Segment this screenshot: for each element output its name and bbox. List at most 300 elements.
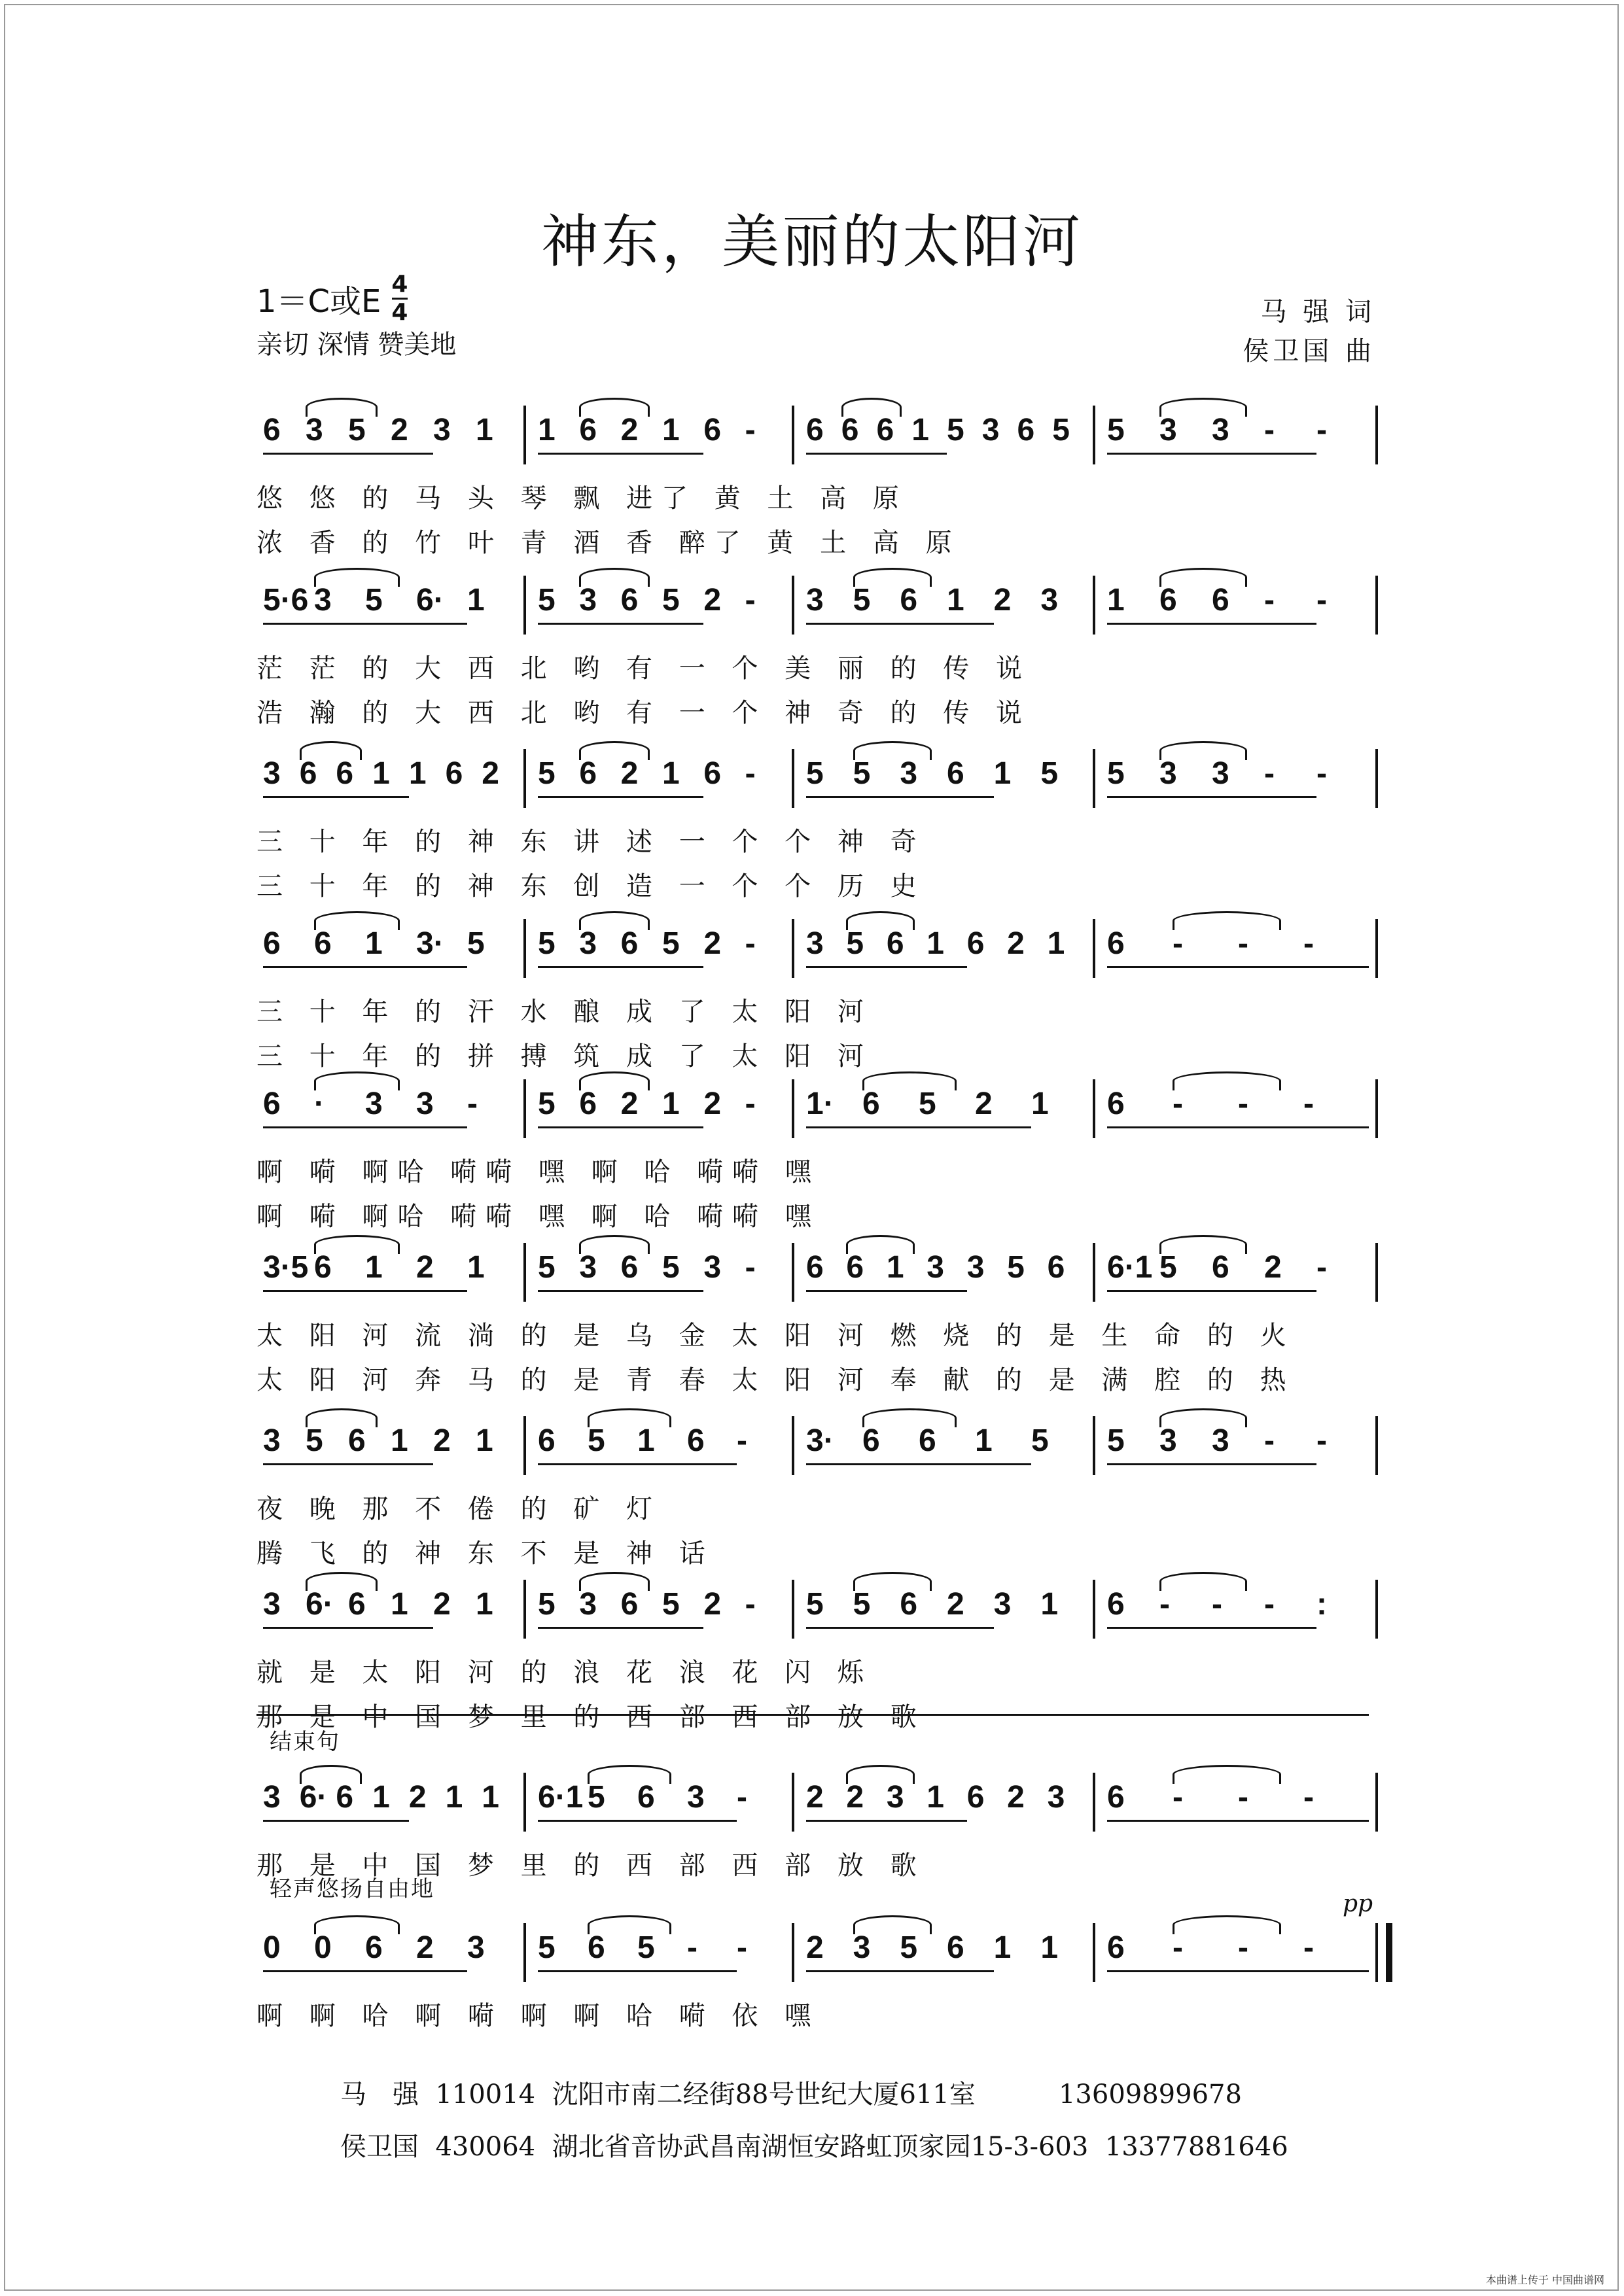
note: 6· xyxy=(299,1780,328,1815)
note: 2 xyxy=(703,1587,722,1622)
barline xyxy=(1375,749,1378,808)
note: 2 xyxy=(846,1780,864,1815)
note: 3 xyxy=(806,926,824,961)
note: 6 xyxy=(687,1423,705,1458)
slur xyxy=(853,1915,932,1934)
note: - xyxy=(1303,926,1314,961)
slur xyxy=(1159,1235,1247,1254)
beam-line xyxy=(806,1820,967,1822)
beam-line xyxy=(263,1970,467,1972)
note: 6 xyxy=(336,756,354,791)
barline xyxy=(792,1923,794,1982)
note: 5 xyxy=(538,1087,556,1121)
note: 6 xyxy=(620,926,639,961)
note: 5 xyxy=(1007,1250,1025,1285)
contact-zip: 430064 xyxy=(435,2132,536,2162)
note: 1 xyxy=(365,1250,383,1285)
note: 2 xyxy=(1007,1780,1025,1815)
note: 1 xyxy=(476,413,493,447)
barline xyxy=(1375,576,1378,635)
note: 3· xyxy=(806,1423,834,1458)
barline xyxy=(792,406,794,464)
note: 5 xyxy=(588,1423,605,1458)
note: 6 xyxy=(862,1087,880,1121)
beam-line xyxy=(263,1463,433,1465)
note: 5 xyxy=(806,1587,824,1622)
beam-line xyxy=(1107,453,1316,455)
note: 6 xyxy=(947,1930,964,1965)
note: 6 xyxy=(806,1250,824,1285)
note: 1 xyxy=(476,1587,493,1622)
note: 5 xyxy=(1040,756,1059,791)
note: 6 xyxy=(1212,583,1229,617)
note: 3 xyxy=(467,1930,485,1965)
note: 5 xyxy=(853,583,871,617)
note: - xyxy=(1238,1780,1248,1815)
note: 6 xyxy=(900,583,918,617)
note: 6 xyxy=(579,1087,597,1121)
barline xyxy=(1375,1773,1378,1832)
slur xyxy=(846,1765,914,1784)
note: - xyxy=(1303,1087,1314,1121)
beam-line xyxy=(263,453,433,455)
note: 6 xyxy=(703,756,722,791)
slur xyxy=(300,1765,362,1784)
barline xyxy=(1093,1243,1095,1302)
note: 6 xyxy=(1107,926,1125,961)
note: 3 xyxy=(416,1087,434,1121)
note: 5 xyxy=(846,926,864,961)
note: 2 xyxy=(1007,926,1025,961)
lyric-line: 夜 晚 那 不 倦 的 矿 灯 xyxy=(256,1494,662,1524)
note: 1 xyxy=(391,1423,408,1458)
note: 3 xyxy=(886,1780,904,1815)
note: 1 xyxy=(662,413,680,447)
note: 6 xyxy=(1017,413,1035,447)
note: - xyxy=(1173,1780,1183,1815)
note: - xyxy=(1303,1780,1314,1815)
note: - xyxy=(467,1087,478,1121)
note: - xyxy=(1316,583,1327,617)
note: 5 xyxy=(662,1587,680,1622)
note: - xyxy=(745,1250,756,1285)
note: 2 xyxy=(416,1930,434,1965)
barline xyxy=(792,919,794,978)
note: 6 xyxy=(620,583,639,617)
note: - xyxy=(745,583,756,617)
note: - xyxy=(1316,413,1327,447)
note: 3 xyxy=(1159,1423,1177,1458)
note: - xyxy=(1264,756,1275,791)
barline xyxy=(523,1416,526,1475)
note: - xyxy=(1173,926,1183,961)
barline xyxy=(1375,1243,1378,1302)
note: 5 xyxy=(662,926,680,961)
note: 2 xyxy=(433,1423,451,1458)
slur xyxy=(314,1915,400,1934)
beam-line xyxy=(806,1627,994,1629)
note: 3· xyxy=(416,926,444,961)
contact-name: 马 强 xyxy=(340,2079,419,2110)
beam-line xyxy=(806,623,994,625)
beam-line xyxy=(538,796,703,798)
note: 3 xyxy=(853,1930,871,1965)
note: - xyxy=(745,1087,756,1121)
note: - xyxy=(737,1930,747,1965)
note: 6 xyxy=(846,1250,864,1285)
beam-line xyxy=(263,623,467,625)
note: - xyxy=(1264,413,1275,447)
note: - xyxy=(1264,1587,1275,1622)
lyric-line: 太 阳 河 流 淌 的 是 乌 金 太 阳 河 燃 烧 的 是 生 命 的 火 xyxy=(256,1321,1296,1351)
note: 1 xyxy=(993,1930,1012,1965)
note: 1 xyxy=(476,1423,493,1458)
lyric-line: 浩 瀚 的 大 西 北 哟 有 一 个 神 奇 的 传 说 xyxy=(256,698,1032,728)
lyric-line: 茫 茫 的 大 西 北 哟 有 一 个 美 丽 的 传 说 xyxy=(256,653,1032,684)
slur xyxy=(841,398,902,417)
note: 1 xyxy=(467,1250,485,1285)
note: 6 xyxy=(299,756,317,791)
barline xyxy=(523,1243,526,1302)
barline xyxy=(523,1580,526,1639)
note: - xyxy=(745,756,756,791)
barline xyxy=(523,919,526,978)
note: 1 xyxy=(372,756,390,791)
note: 1 xyxy=(445,1780,463,1815)
barline xyxy=(792,1243,794,1302)
note: - xyxy=(1264,583,1275,617)
note: 2 xyxy=(433,1587,451,1622)
note: 5 xyxy=(1107,413,1125,447)
lyric-line: 那 是 中 国 梦 里 的 西 部 西 部 放 歌 xyxy=(256,1702,926,1732)
beam-line xyxy=(538,1126,703,1128)
note: - xyxy=(1264,1423,1275,1458)
dynamic-marking: pp xyxy=(1343,1890,1373,1917)
barline xyxy=(1375,1580,1378,1639)
slur xyxy=(579,1071,649,1090)
beam-line xyxy=(806,796,994,798)
note: 6 xyxy=(1107,1587,1125,1622)
slur xyxy=(846,1235,914,1254)
slur xyxy=(588,1765,671,1784)
barline xyxy=(1093,406,1095,464)
note: 5 xyxy=(900,1930,918,1965)
note: 6 xyxy=(919,1423,936,1458)
note: 1 xyxy=(993,756,1012,791)
note: 6 xyxy=(862,1423,880,1458)
contact-address: 沈阳市南二经街88号世纪大厦611室 xyxy=(552,2079,976,2110)
note: 5 xyxy=(637,1930,655,1965)
barline xyxy=(523,1079,526,1138)
slur xyxy=(853,1572,932,1591)
note: - xyxy=(1238,1087,1248,1121)
section-divider xyxy=(256,1714,1369,1716)
lyric-line: 三 十 年 的 拼 搏 筑 成 了 太 阳 河 xyxy=(256,1041,873,1071)
note: 1 xyxy=(538,413,556,447)
note: - xyxy=(745,413,756,447)
note: 6 xyxy=(1159,583,1177,617)
note: 2 xyxy=(391,413,408,447)
note: 6 xyxy=(579,756,597,791)
lyric-line: 三 十 年 的 神 东 讲 述 一 个 个 神 奇 xyxy=(256,827,926,857)
note: 6· xyxy=(306,1587,334,1622)
beam-line xyxy=(806,453,947,455)
barline xyxy=(792,749,794,808)
note: - xyxy=(1173,1930,1183,1965)
note: 1 xyxy=(372,1780,390,1815)
note: 5 xyxy=(853,756,871,791)
slur xyxy=(1159,398,1247,417)
note: 3 xyxy=(1212,756,1229,791)
note: 1 xyxy=(637,1423,655,1458)
beam-line xyxy=(806,966,967,968)
note: 6 xyxy=(538,1423,556,1458)
final-barline xyxy=(1386,1923,1392,1982)
note: 2 xyxy=(993,583,1012,617)
barline xyxy=(1375,1923,1378,1982)
note: 3 xyxy=(1212,1423,1229,1458)
note: - xyxy=(687,1930,697,1965)
note: - xyxy=(745,926,756,961)
note: 5 xyxy=(538,1930,556,1965)
note: : xyxy=(1316,1587,1327,1622)
note: 5 xyxy=(467,926,485,961)
beam-line xyxy=(538,623,703,625)
note: 5 xyxy=(1107,1423,1125,1458)
note: 2 xyxy=(620,756,639,791)
note: 2 xyxy=(703,926,722,961)
slur xyxy=(1159,1572,1247,1591)
note: - xyxy=(1159,1587,1170,1622)
note: 5 xyxy=(588,1780,605,1815)
note: 5 xyxy=(348,413,366,447)
key-label: 1＝C或E xyxy=(256,283,381,320)
note: - xyxy=(1238,1930,1248,1965)
note: 5 xyxy=(662,583,680,617)
slur xyxy=(588,1915,671,1934)
note: 6 xyxy=(314,1250,332,1285)
note: 6 xyxy=(1212,1250,1229,1285)
note: 5 xyxy=(538,1587,556,1622)
note: 6 xyxy=(886,926,904,961)
lyric-line: 啊 嗬 啊哈 嗬嗬 嘿 啊 哈 嗬嗬 嘿 xyxy=(256,1157,821,1187)
note: 1 xyxy=(391,1587,408,1622)
slur xyxy=(1159,1408,1247,1427)
note: 1 xyxy=(886,1250,904,1285)
contact-address: 湖北省音协武昌南湖恒安路虹顶家园15-3-603 xyxy=(552,2132,1089,2162)
note: 5 xyxy=(1107,756,1125,791)
note: 6 xyxy=(900,1587,918,1622)
note: 1· xyxy=(806,1087,834,1121)
beam-line xyxy=(1107,1627,1316,1629)
beam-line xyxy=(538,453,703,455)
note: 1 xyxy=(482,1780,499,1815)
note: 5 xyxy=(538,756,556,791)
song-title: 神东，美丽的太阳河 xyxy=(540,208,1083,275)
note: 5 xyxy=(306,1423,323,1458)
note: 3 xyxy=(1040,583,1059,617)
slur xyxy=(1159,568,1247,587)
note: 6 xyxy=(876,413,894,447)
note: 1 xyxy=(662,1087,680,1121)
note: 6 xyxy=(1107,1087,1125,1121)
note: 3 xyxy=(306,413,323,447)
beam-line xyxy=(538,1290,703,1292)
note: 6 xyxy=(263,413,281,447)
note: 5 xyxy=(947,413,964,447)
note: 6 xyxy=(348,1423,366,1458)
barline xyxy=(1375,406,1378,464)
slur xyxy=(579,1572,649,1591)
note: 5 xyxy=(853,1587,871,1622)
beam-line xyxy=(263,1820,409,1822)
note: 3 xyxy=(263,1780,281,1815)
note: 6 xyxy=(806,413,824,447)
note: 2 xyxy=(408,1780,427,1815)
beam-line xyxy=(538,1970,737,1972)
lyric-line: 三 十 年 的 汗 水 酿 成 了 太 阳 河 xyxy=(256,997,873,1027)
slur xyxy=(300,741,362,760)
note: 5 xyxy=(806,756,824,791)
note: 6 xyxy=(966,926,985,961)
note: 6·1 xyxy=(1107,1250,1153,1285)
beam-line xyxy=(538,1627,703,1629)
note: 0 xyxy=(263,1930,281,1965)
note: 5 xyxy=(662,1250,680,1285)
note: - xyxy=(1316,756,1327,791)
beam-line xyxy=(1107,966,1369,968)
beam-line xyxy=(1107,796,1316,798)
barline xyxy=(523,749,526,808)
section-label: 结束句 xyxy=(270,1729,340,1755)
note: 2 xyxy=(620,1087,639,1121)
beam-line xyxy=(263,796,409,798)
note: 5 xyxy=(1031,1423,1049,1458)
beam-line xyxy=(538,1820,737,1822)
barline xyxy=(523,1773,526,1832)
slur xyxy=(306,1408,378,1427)
note: - xyxy=(1173,1087,1183,1121)
note: 3 xyxy=(579,1587,597,1622)
lyric-line: 三 十 年 的 神 东 创 造 一 个 个 历 史 xyxy=(256,871,926,901)
lyric-line: 悠 悠 的 马 头 琴 飘 进了 黄 土 高 原 xyxy=(256,483,908,513)
lyric-line: 浓 香 的 竹 叶 青 酒 香 醉了 黄 土 高 原 xyxy=(256,528,961,558)
beam-line xyxy=(1107,1820,1369,1822)
note: 1 xyxy=(408,756,427,791)
note: 2 xyxy=(482,756,499,791)
note: 1 xyxy=(927,1780,944,1815)
barline xyxy=(523,576,526,635)
slur xyxy=(1173,1765,1281,1784)
note: 6 xyxy=(1107,1780,1125,1815)
slur xyxy=(1173,911,1281,930)
note: · xyxy=(314,1087,325,1121)
note: 5 xyxy=(538,1250,556,1285)
note: 3 xyxy=(1047,1780,1065,1815)
lyric-line: 太 阳 河 奔 马 的 是 青 春 太 阳 河 奉 献 的 是 满 腔 的 热 xyxy=(256,1365,1296,1395)
note: 3 xyxy=(927,1250,944,1285)
note: 6 xyxy=(1107,1930,1125,1965)
beam-line xyxy=(263,966,467,968)
slur xyxy=(853,568,932,587)
note: 1 xyxy=(947,583,964,617)
note: 6 xyxy=(966,1780,985,1815)
note: - xyxy=(1303,1930,1314,1965)
lyric-line: 那 是 中 国 梦 里 的 西 部 西 部 放 歌 xyxy=(256,1851,926,1881)
note: 3 xyxy=(263,1423,281,1458)
beam-line xyxy=(1107,1126,1369,1128)
barline xyxy=(1093,919,1095,978)
note: 2 xyxy=(703,583,722,617)
note: 5 xyxy=(365,583,383,617)
note: 3 xyxy=(981,413,1000,447)
note: 1 xyxy=(927,926,944,961)
contact-line-2 xyxy=(340,2126,1288,2163)
note: 2 xyxy=(1264,1250,1282,1285)
note: 3·5 xyxy=(263,1250,309,1285)
barline xyxy=(1093,749,1095,808)
note: 1 xyxy=(467,583,485,617)
barline xyxy=(792,1079,794,1138)
beam-line xyxy=(1107,1290,1316,1292)
lyric-line: 腾 飞 的 神 东 不 是 神 话 xyxy=(256,1539,715,1569)
note: 3 xyxy=(1212,413,1229,447)
barline xyxy=(1093,1079,1095,1138)
note: 5 xyxy=(1052,413,1070,447)
barline xyxy=(1375,1416,1378,1475)
note: - xyxy=(1316,1250,1327,1285)
barline xyxy=(523,1923,526,1982)
slur xyxy=(579,398,649,417)
note: 3 xyxy=(703,1250,722,1285)
note: 1 xyxy=(1047,926,1065,961)
note: 3 xyxy=(1159,413,1177,447)
note: 2 xyxy=(806,1780,824,1815)
note: 1 xyxy=(1040,1930,1059,1965)
barline xyxy=(792,1416,794,1475)
beam-line xyxy=(806,1970,994,1972)
lyric-line: 啊 啊 哈 啊 嗬 啊 啊 哈 嗬 依 嘿 xyxy=(256,2001,821,2031)
contact-zip: 110014 xyxy=(435,2079,536,2110)
slur xyxy=(579,1235,649,1254)
note: 5 xyxy=(1159,1250,1177,1285)
contact-phone: 13609899678 xyxy=(1058,2079,1242,2110)
note: 6 xyxy=(1047,1250,1065,1285)
note: 5 xyxy=(538,583,556,617)
note: 6 xyxy=(263,1087,281,1121)
slur xyxy=(306,398,378,417)
note: 1 xyxy=(365,926,383,961)
note: 2 xyxy=(806,1930,824,1965)
key-signature xyxy=(256,271,408,326)
note: 1 xyxy=(662,756,680,791)
barline xyxy=(1093,1923,1095,1982)
note: 6 xyxy=(365,1930,383,1965)
note: 6 xyxy=(841,413,859,447)
slur xyxy=(314,1071,400,1090)
barline xyxy=(1093,1416,1095,1475)
note: 5·6 xyxy=(263,583,309,617)
note: - xyxy=(1316,1423,1327,1458)
note: 6 xyxy=(620,1250,639,1285)
note: 6 xyxy=(703,413,722,447)
note: 3 xyxy=(687,1780,705,1815)
note: 5 xyxy=(919,1087,936,1121)
beam-line xyxy=(1107,1463,1316,1465)
slur xyxy=(306,1572,378,1591)
beam-line xyxy=(538,1463,737,1465)
barline xyxy=(792,576,794,635)
